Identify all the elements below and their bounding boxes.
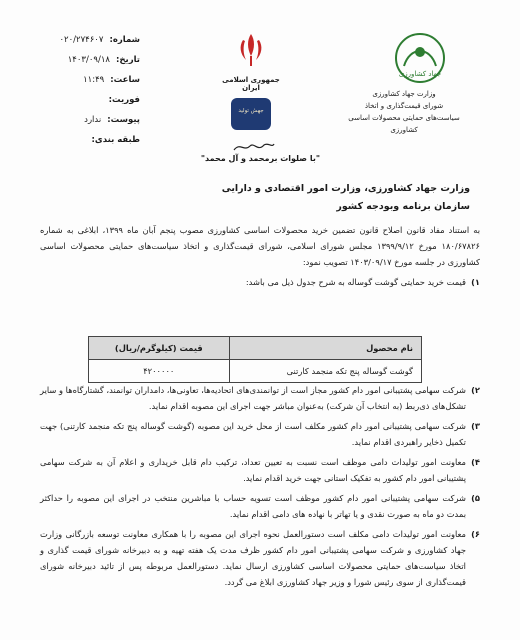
salutation: "با صلوات برمحمد و آل محمد" bbox=[200, 154, 320, 163]
item-text: شرکت سهامی پشتیبانی امور دام کشور موظف است تسویه حساب با مباشرین منتخب در اجرای این مصوبه را حداکثر بمدت دو ماه به صورت نقدی و یا تهاتر با نهاده های دامی اقدام نماید. bbox=[40, 493, 466, 519]
item-1 bbox=[40, 274, 480, 290]
logo-line-2: شورای قیمت‌گذاری و اتخاذ bbox=[364, 102, 444, 110]
meta-attachment: پیوست: ندارد bbox=[84, 115, 140, 125]
signature-icon bbox=[232, 140, 276, 154]
addressee-line-2: سازمان برنامه وبودجه کشور bbox=[336, 201, 470, 212]
logo-title: جهاد کشاورزی bbox=[398, 70, 442, 78]
item-number: ۲) bbox=[471, 385, 480, 395]
ministry-logo-icon bbox=[390, 32, 450, 84]
item-text: معاونت امور تولیدات دامی موظف است نسبت به تعیین تعداد، ترکیب دام قابل خریداری و اعلام آن به شرکت سهامی پشتیبانی امور دام کشور به تفکیک استانی جهت خرید اقدام نماید. bbox=[40, 457, 466, 483]
meta-classification: طبقه بندی: bbox=[91, 135, 140, 145]
item-number: ۱) bbox=[471, 277, 480, 287]
meta-urgency: فوریت: bbox=[108, 95, 140, 105]
meta-time: ساعت: ۱۱:۴۹ bbox=[83, 75, 140, 85]
price-table bbox=[88, 336, 422, 383]
seal-text: جهش تولید bbox=[238, 108, 264, 114]
table-header-row bbox=[89, 337, 422, 360]
meta-date: تاریخ: ۱۴۰۳/۰۹/۱۸ bbox=[67, 55, 140, 65]
item-text: شرکت سهامی پشتیبانی امور دام کشور مجاز است از توانمندی‌های اتحادیه‌ها، تعاونی‌ها، دامداران توانمند، گشتارگاه‌ها و سایر تشکل‌های ذی‌ربط (به انتخاب آن شرکت) به‌عنوان مباشر جهت اجرای این مصوبه اقدام نماید. bbox=[40, 385, 466, 411]
intro-paragraph: به استناد مفاد قانون اصلاح قانون تضمین خرید محصولات اساسی کشاورزی مصوب پنجم آبان ماه ۱۳۹۹، ابلاغی به شماره ۱۸۰/۶۷۸۲۶ مورخ ۱۳۹۹/۹/۱۲ مجلس شورای اسلامی، شورای قیمت‌گذاری و اتخاذ سیاست‌های حمایتی محصولات اساسی کشاورزی در جلسه مورخ ۱۴۰۳/۰۹/۱۷ تصویب نمود: bbox=[40, 225, 480, 267]
item-3 bbox=[40, 418, 480, 450]
product-name-cell: گوشت گوساله پنج تکه منجمد کارتنی bbox=[229, 360, 421, 383]
column-header-price: قیمت (کیلوگرم/ریال) bbox=[89, 337, 230, 360]
logo-line-1: وزارت جهاد کشاورزی bbox=[372, 90, 436, 98]
item-number: ۶) bbox=[471, 529, 480, 539]
ministry-logo-text bbox=[344, 88, 464, 136]
logo-line-3: سیاست‌های حمایتی محصولات اساسی کشاورزی bbox=[348, 114, 460, 134]
item-number: ۴) bbox=[471, 457, 480, 467]
letter-body bbox=[40, 222, 480, 290]
item-4 bbox=[40, 454, 480, 486]
letter-metadata bbox=[20, 30, 140, 150]
iran-emblem-block bbox=[216, 30, 286, 130]
item-number: ۳) bbox=[471, 421, 480, 431]
price-cell: ۴۲۰۰۰۰۰ bbox=[89, 360, 230, 383]
iran-emblem-icon bbox=[234, 30, 268, 70]
item-text: معاونت امور تولیدات دامی مکلف است دستورالعمل نحوه اجرای این مصوبه را با همکاری معاونت توسعه بازرگانی وزارت جهاد کشاورزی و شرکت سهامی پشتیبانی امور دام کشور ظرف مدت یک هفته تهیه و به دبیرخانه شورای قیمت گذاری و اتخاذ سیاست‌های حمایتی محصولات اساسی کشاورزی ارسال نماید. دستورالعمل مربوطه پس از تائید دبیرخانه شورای قیمت‌گذاری از سوی رئیس شورا و وزیر جهاد کشاورزی ابلاغ می گردد. bbox=[40, 529, 466, 587]
addressee-line-1: وزارت جهاد کشاورزی، وزارت امور اقتصادی و دارایی bbox=[221, 183, 470, 194]
emblem-caption: جمهوری اسلامی ایران bbox=[222, 76, 280, 92]
letter-items bbox=[40, 378, 480, 590]
item-text: شرکت سهامی پشتیبانی امور دام کشور مکلف است از محل خرید این مصوبه (گوشت گوساله پنج تکه منجمد کارتنی) جهت تکمیل ذخایر راهبردی اقدام نماید. bbox=[40, 421, 466, 447]
item-2 bbox=[40, 382, 480, 414]
item-text: قیمت خرید حمایتی گوشت گوساله به شرح جدول ذیل می باشد: bbox=[245, 277, 466, 287]
column-header-product: نام محصول bbox=[229, 337, 421, 360]
item-6 bbox=[40, 526, 480, 590]
meta-number: شماره: ۰۲۰/۲۷۴۶۰۷ bbox=[59, 35, 140, 45]
addressee-block bbox=[50, 180, 470, 216]
seal-badge bbox=[231, 98, 271, 130]
item-5 bbox=[40, 490, 480, 522]
item-number: ۵) bbox=[471, 493, 480, 503]
